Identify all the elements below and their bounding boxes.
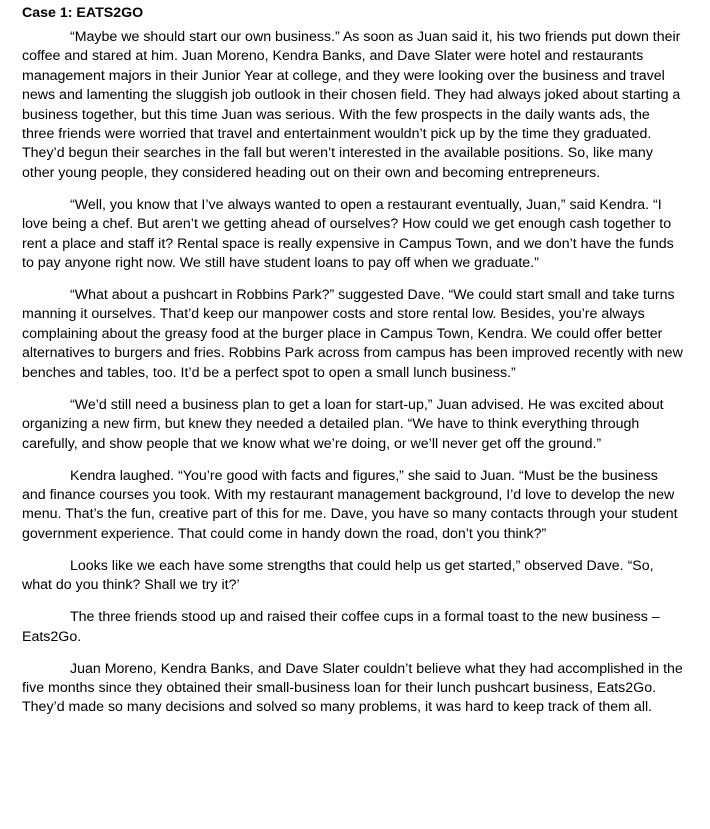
paragraph-8: Juan Moreno, Kendra Banks, and Dave Slater couldn’t believe what they had accomplished in the five months since they obtained their small-business loan for their lunch pushcart business, Eats2Go. They’d made so many decisions and solved so many problems, it was hard to keep track of them all. xyxy=(22,660,683,716)
paragraph-2: “Well, you know that I’ve always wanted to open a restaurant eventually, Juan,” said Kendra. “I love being a chef. But aren’t we getting ahead of ourselves? How could we get enough cash together to rent a place and staff it? Rental space is really expensive in Campus Town, and we don’t have the funds to pay anyone right now. We still have student loans to pay off when we graduate.” xyxy=(22,196,674,272)
paragraph-6: Looks like we each have some strengths that could help us get started,” observed Dave. “So, what do you think? Shall we try it?’ xyxy=(22,557,654,594)
paragraph-1: “Maybe we should start our own business.” As soon as Juan said it, his two friends put down their coffee and stared at him. Juan Moreno, Kendra Banks, and Dave Slater were hotel and restaurants management majors in their Junior Year at college, and they were looking over the business and travel news and lamenting the sluggish job outlook in their chosen field. They had always joked about starting a business together, but this time Juan was serious. With the few prospects in the daily wants ads, the three friends were worried that travel and entertainment wouldn’t pick up by the time they graduated. They’d begun their searches in the fall but weren’t interested in the available positions. So, like many other young people, they considered heading out on their own and becoming entrepreneurs. xyxy=(22,29,681,181)
paragraph-4: “We’d still need a business plan to get a loan for start-up,” Juan advised. He was excited about organizing a new firm, but knew they needed a detailed plan. “We have to think everything through carefully, and show people that we know what we’re doing, or we’ll never get off the ground.” xyxy=(22,396,664,452)
paragraph-5: Kendra laughed. “You’re good with facts and figures,” she said to Juan. “Must be the business and finance courses you took. With my restaurant management background, I’d love to develop the new menu. That’s the fun, creative part of this for me. Dave, you have so many contacts through your student government experience. That could come in handy down the road, don’t you think?” xyxy=(22,467,678,542)
paragraph-7: The three friends stood up and raised their coffee cups in a formal toast to the new business – Eats2Go. xyxy=(22,609,660,645)
case-title: Case 1: EATS2GO xyxy=(22,5,144,21)
paragraph-3: “What about a pushcart in Robbins Park?” suggested Dave. “We could start small and take turns manning it ourselves. That’d keep our manpower costs and store rental low. Besides, you’re always complaining about the greasy food at the burger place in Campus Town, Kendra. We could offer better alternatives to burgers and fries. Robbins Park across from campus has been improved recently with new benches and tables, too. It’d be a perfect spot to open a small lunch business.” xyxy=(22,287,683,381)
